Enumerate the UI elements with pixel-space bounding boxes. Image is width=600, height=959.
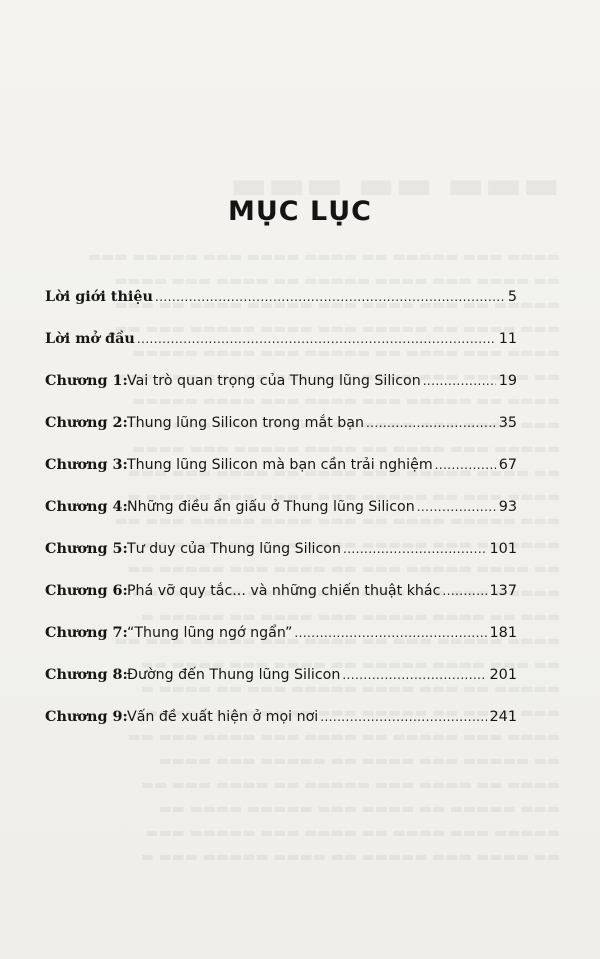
- dot-leader: [366, 415, 496, 431]
- toc-entry-label: Lời mở đầu: [45, 330, 135, 347]
- toc-entry-chapter-8[interactable]: [45, 666, 517, 708]
- toc-entry-label: Lời giới thiệu: [45, 288, 153, 305]
- toc-chapter-label: Chương 2:: [45, 414, 128, 431]
- toc-chapter-label: Chương 9:: [45, 708, 128, 725]
- table-of-contents: [45, 288, 517, 750]
- toc-entry-chapter-1[interactable]: [45, 372, 517, 414]
- toc-chapter-label: Chương 7:: [45, 624, 128, 641]
- toc-chapter-title: Đường đến Thung lũng Silicon: [127, 667, 341, 683]
- toc-chapter-title: Thung lũng Silicon mà bạn cần trải nghiệm: [127, 457, 433, 473]
- dot-leader: [435, 457, 496, 473]
- toc-chapter-title: Những điều ẩn giấu ở Thung lũng Silicon: [127, 499, 415, 515]
- toc-chapter-title: Phá vỡ quy tắc... và những chiến thuật khác: [127, 583, 441, 599]
- dot-leader: [155, 289, 505, 305]
- toc-chapter-label: Chương 3:: [45, 456, 128, 473]
- toc-chapter-title: Tư duy của Thung lũng Silicon: [127, 541, 341, 557]
- toc-page-number: 5: [507, 289, 517, 305]
- toc-entry-introduction[interactable]: [45, 288, 517, 330]
- dot-leader: [294, 625, 486, 641]
- toc-page-number: 93: [498, 499, 517, 515]
- page-title: MỤC LỤC: [228, 196, 372, 228]
- toc-entry-chapter-7[interactable]: [45, 624, 517, 666]
- toc-chapter-label: Chương 5:: [45, 540, 128, 557]
- dot-leader: [417, 499, 496, 515]
- toc-entry-chapter-4[interactable]: [45, 498, 517, 540]
- dot-leader: [320, 709, 486, 725]
- dot-leader: [342, 667, 486, 683]
- toc-chapter-title: Vấn đề xuất hiện ở mọi nơi: [127, 709, 319, 725]
- toc-entry-chapter-2[interactable]: [45, 414, 517, 456]
- toc-page-number: 11: [498, 331, 517, 347]
- toc-page-number: 241: [489, 709, 517, 725]
- toc-page-number: 137: [489, 583, 517, 599]
- dot-leader: [343, 541, 487, 557]
- toc-entry-preface[interactable]: [45, 330, 517, 372]
- toc-chapter-label: Chương 6:: [45, 582, 128, 599]
- toc-page-number: 35: [498, 415, 517, 431]
- dot-leader: [137, 331, 496, 347]
- toc-entry-chapter-5[interactable]: [45, 540, 517, 582]
- dot-leader: [442, 583, 486, 599]
- toc-chapter-title: Thung lũng Silicon trong mắt bạn: [127, 415, 364, 431]
- dot-leader: [423, 373, 496, 389]
- toc-page-number: 67: [498, 457, 517, 473]
- toc-chapter-title: “Thung lũng ngớ ngẩn”: [127, 625, 293, 641]
- toc-entry-chapter-6[interactable]: [45, 582, 517, 624]
- toc-entry-chapter-3[interactable]: [45, 456, 517, 498]
- toc-page-number: 201: [489, 667, 517, 683]
- toc-chapter-label: Chương 1:: [45, 372, 128, 389]
- toc-entry-chapter-9[interactable]: [45, 708, 517, 750]
- toc-chapter-label: Chương 4:: [45, 498, 128, 515]
- toc-chapter-label: Chương 8:: [45, 666, 128, 683]
- toc-page-number: 19: [498, 373, 517, 389]
- toc-page-number: 181: [489, 625, 517, 641]
- toc-page-number: 101: [489, 541, 517, 557]
- toc-chapter-title: Vai trò quan trọng của Thung lũng Silicon: [127, 373, 421, 389]
